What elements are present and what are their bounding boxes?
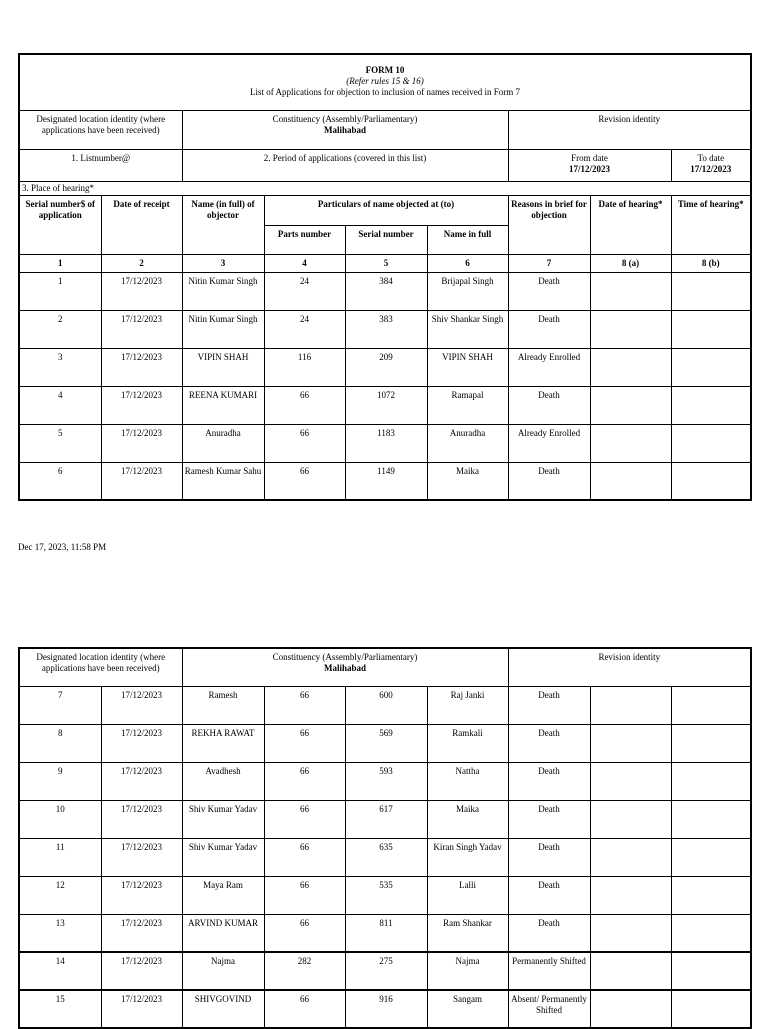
cell-date-hearing xyxy=(590,462,671,500)
form-title: FORM 10 xyxy=(365,65,405,75)
cell-date-receipt: 17/12/2023 xyxy=(101,990,182,1028)
cell-time-hearing xyxy=(671,914,751,952)
cell-objector: ARVIND KUMAR xyxy=(182,914,264,952)
cell-serial-number: 600 xyxy=(345,686,427,724)
col-number: 7 xyxy=(508,254,590,272)
table-row xyxy=(19,800,751,838)
cell-objector: VIPIN SHAH xyxy=(182,348,264,386)
cell-date-receipt: 17/12/2023 xyxy=(101,386,182,424)
cell-date-hearing xyxy=(590,272,671,310)
cell-serial-number: 916 xyxy=(345,990,427,1028)
cell-time-hearing xyxy=(671,876,751,914)
cell-serial-number: 569 xyxy=(345,724,427,762)
cell-reason: Death xyxy=(508,686,590,724)
cell-date-hearing xyxy=(590,762,671,800)
cell-reason: Death xyxy=(508,762,590,800)
form10-table-page1 xyxy=(18,53,752,501)
cell-part: 116 xyxy=(264,348,345,386)
table-row xyxy=(19,386,751,424)
cell-name-full: Lalli xyxy=(427,876,508,914)
cell-name-full: Najma xyxy=(427,952,508,990)
cell-date-hearing xyxy=(590,424,671,462)
cell-serial: 13 xyxy=(19,914,101,952)
cell-serial-number: 1183 xyxy=(345,424,427,462)
cell-objector: Shiv Kumar Yadav xyxy=(182,838,264,876)
constituency-value: Malihabad xyxy=(324,663,367,673)
cell-name-full: Ramkali xyxy=(427,724,508,762)
cell-date-hearing xyxy=(590,914,671,952)
header-objector: Name (in full) of objector xyxy=(182,195,264,254)
col-number: 3 xyxy=(182,254,264,272)
cell-date-hearing xyxy=(590,686,671,724)
cell-objector: Najma xyxy=(182,952,264,990)
cell-serial-number: 275 xyxy=(345,952,427,990)
table-row xyxy=(19,686,751,724)
cell-reason: Death xyxy=(508,838,590,876)
cell-objector: Anuradha xyxy=(182,424,264,462)
table-row xyxy=(19,952,751,990)
constituency-value: Malihabad xyxy=(323,124,366,135)
cell-part: 66 xyxy=(264,838,345,876)
cell-part: 66 xyxy=(264,914,345,952)
cell-objector: Nitin Kumar Singh xyxy=(182,310,264,348)
cell-serial: 5 xyxy=(19,424,101,462)
cell-reason: Already Enrolled xyxy=(508,424,590,462)
cell-objector: Shiv Kumar Yadav xyxy=(182,800,264,838)
cell-part: 24 xyxy=(264,310,345,348)
cell-part: 66 xyxy=(264,990,345,1028)
cell-serial: 3 xyxy=(19,348,101,386)
to-date-value: 17/12/2023 xyxy=(690,163,732,174)
cell-objector: Ramesh Kumar Sahu xyxy=(182,462,264,500)
cell-reason: Permanently Shifted xyxy=(508,952,590,990)
cell-serial: 9 xyxy=(19,762,101,800)
cell-name-full: Ramapal xyxy=(427,386,508,424)
meta-row-location xyxy=(19,110,751,149)
cell-time-hearing xyxy=(671,800,751,838)
cell-date-hearing xyxy=(590,990,671,1028)
constituency-cell xyxy=(182,648,508,686)
cell-serial: 14 xyxy=(19,952,101,990)
cell-reason: Death xyxy=(508,462,590,500)
cell-name-full: Brijapal Singh xyxy=(427,272,508,310)
form-title-row xyxy=(19,54,751,110)
constituency-label: Constituency (Assembly/Parliamentary) xyxy=(272,652,418,662)
cell-serial: 7 xyxy=(19,686,101,724)
cell-part: 66 xyxy=(264,762,345,800)
cell-reason: Death xyxy=(508,724,590,762)
form-title-cell xyxy=(19,54,751,110)
col-number: 2 xyxy=(101,254,182,272)
place-row xyxy=(19,181,751,195)
table-row xyxy=(19,914,751,952)
cell-serial-number: 209 xyxy=(345,348,427,386)
cell-date-receipt: 17/12/2023 xyxy=(101,310,182,348)
cell-name-full: Sangam xyxy=(427,990,508,1028)
header-row-1 xyxy=(19,195,751,225)
cell-date-hearing xyxy=(590,800,671,838)
cell-time-hearing xyxy=(671,838,751,876)
table-row xyxy=(19,348,751,386)
table-row xyxy=(19,838,751,876)
cell-name-full: VIPIN SHAH xyxy=(427,348,508,386)
cell-time-hearing xyxy=(671,310,751,348)
cell-date-receipt: 17/12/2023 xyxy=(101,876,182,914)
cell-serial-number: 593 xyxy=(345,762,427,800)
table-row xyxy=(19,462,751,500)
header-serial: Serial number$ of application xyxy=(19,195,101,254)
header-reasons: Reasons in brief for objection xyxy=(508,195,590,254)
cell-date-receipt: 17/12/2023 xyxy=(101,462,182,500)
cell-serial: 11 xyxy=(19,838,101,876)
meta-row-period xyxy=(19,149,751,181)
cell-serial: 8 xyxy=(19,724,101,762)
col-number: 8 (b) xyxy=(671,254,751,272)
cell-serial-number: 635 xyxy=(345,838,427,876)
to-date-label: To date xyxy=(697,152,725,163)
cell-date-receipt: 17/12/2023 xyxy=(101,272,182,310)
cell-name-full: Kiran Singh Yadav xyxy=(427,838,508,876)
from-date-cell xyxy=(508,149,671,181)
print-timestamp: Dec 17, 2023, 11:58 PM xyxy=(18,542,107,552)
col-number: 4 xyxy=(264,254,345,272)
cell-time-hearing xyxy=(671,462,751,500)
col-number: 8 (a) xyxy=(590,254,671,272)
cell-time-hearing xyxy=(671,348,751,386)
cell-date-receipt: 17/12/2023 xyxy=(101,348,182,386)
cell-serial: 12 xyxy=(19,876,101,914)
cell-serial-number: 811 xyxy=(345,914,427,952)
cell-objector: REKHA RAWAT xyxy=(182,724,264,762)
cell-part: 66 xyxy=(264,424,345,462)
table-row xyxy=(19,310,751,348)
cell-date-receipt: 17/12/2023 xyxy=(101,914,182,952)
meta-row-location-p2 xyxy=(19,648,751,686)
cell-reason: Death xyxy=(508,876,590,914)
cell-date-receipt: 17/12/2023 xyxy=(101,762,182,800)
cell-part: 66 xyxy=(264,724,345,762)
cell-part: 66 xyxy=(264,876,345,914)
table-row xyxy=(19,990,751,1028)
from-date-label: From date xyxy=(571,152,608,163)
cell-date-receipt: 17/12/2023 xyxy=(101,724,182,762)
cell-part: 24 xyxy=(264,272,345,310)
location-label: Designated location identity (where applications have been received) xyxy=(19,648,182,686)
cell-part: 66 xyxy=(264,800,345,838)
cell-serial: 15 xyxy=(19,990,101,1028)
form10-table-page2 xyxy=(18,647,752,1029)
cell-date-hearing xyxy=(590,310,671,348)
cell-time-hearing xyxy=(671,952,751,990)
revision-label: Revision identity xyxy=(508,648,751,686)
form-ref: (Refer rules 15 & 16) xyxy=(346,76,424,86)
header-time-hearing: Time of hearing* xyxy=(671,195,751,254)
cell-time-hearing xyxy=(671,724,751,762)
header-name-full: Name in full xyxy=(427,225,508,254)
cell-reason: Death xyxy=(508,800,590,838)
cell-reason: Death xyxy=(508,310,590,348)
cell-reason: Already Enrolled xyxy=(508,348,590,386)
header-date-receipt: Date of receipt xyxy=(101,195,182,254)
cell-reason: Death xyxy=(508,914,590,952)
cell-serial-number: 384 xyxy=(345,272,427,310)
cell-name-full: Maika xyxy=(427,462,508,500)
cell-time-hearing xyxy=(671,762,751,800)
cell-date-receipt: 17/12/2023 xyxy=(101,800,182,838)
cell-serial-number: 617 xyxy=(345,800,427,838)
table-row xyxy=(19,724,751,762)
cell-date-hearing xyxy=(590,348,671,386)
cell-serial-number: 383 xyxy=(345,310,427,348)
cell-part: 66 xyxy=(264,462,345,500)
cell-time-hearing xyxy=(671,686,751,724)
cell-time-hearing xyxy=(671,424,751,462)
cell-part: 66 xyxy=(264,686,345,724)
header-parts: Parts number xyxy=(264,225,345,254)
cell-serial: 10 xyxy=(19,800,101,838)
table-row xyxy=(19,272,751,310)
constituency-cell xyxy=(182,110,508,149)
cell-part: 66 xyxy=(264,386,345,424)
header-serial-number: Serial number xyxy=(345,225,427,254)
cell-serial: 4 xyxy=(19,386,101,424)
revision-label: Revision identity xyxy=(508,110,751,149)
cell-objector: Nitin Kumar Singh xyxy=(182,272,264,310)
cell-name-full: Raj Janki xyxy=(427,686,508,724)
cell-reason: Death xyxy=(508,272,590,310)
cell-date-hearing xyxy=(590,838,671,876)
column-number-row xyxy=(19,254,751,272)
cell-date-receipt: 17/12/2023 xyxy=(101,838,182,876)
header-particulars: Particulars of name objected at (to) xyxy=(264,195,508,225)
header-date-hearing: Date of hearing* xyxy=(590,195,671,254)
cell-date-receipt: 17/12/2023 xyxy=(101,952,182,990)
cell-objector: Avadhesh xyxy=(182,762,264,800)
form-subtitle: List of Applications for objection to inclusion of names received in Form 7 xyxy=(250,87,520,97)
constituency-label: Constituency (Assembly/Parliamentary) xyxy=(272,113,418,124)
cell-date-hearing xyxy=(590,952,671,990)
place-of-hearing-label: 3. Place of hearing* xyxy=(19,181,751,195)
cell-reason: Death xyxy=(508,386,590,424)
col-number: 5 xyxy=(345,254,427,272)
cell-serial-number: 1149 xyxy=(345,462,427,500)
period-label: 2. Period of applications (covered in this list) xyxy=(182,149,508,181)
table-row xyxy=(19,876,751,914)
cell-serial-number: 535 xyxy=(345,876,427,914)
to-date-cell xyxy=(671,149,751,181)
cell-objector: SHIVGOVIND xyxy=(182,990,264,1028)
cell-time-hearing xyxy=(671,272,751,310)
cell-serial: 1 xyxy=(19,272,101,310)
cell-name-full: Shiv Shankar Singh xyxy=(427,310,508,348)
table-row xyxy=(19,762,751,800)
cell-serial: 2 xyxy=(19,310,101,348)
cell-serial-number: 1072 xyxy=(345,386,427,424)
cell-objector: REENA KUMARI xyxy=(182,386,264,424)
location-label: Designated location identity (where applications have been received) xyxy=(19,110,182,149)
cell-objector: Ramesh xyxy=(182,686,264,724)
cell-serial: 6 xyxy=(19,462,101,500)
from-date-value: 17/12/2023 xyxy=(568,163,610,174)
cell-objector: Maya Ram xyxy=(182,876,264,914)
cell-name-full: Ram Shankar xyxy=(427,914,508,952)
cell-part: 282 xyxy=(264,952,345,990)
cell-time-hearing xyxy=(671,386,751,424)
cell-name-full: Anuradha xyxy=(427,424,508,462)
cell-date-receipt: 17/12/2023 xyxy=(101,424,182,462)
cell-date-hearing xyxy=(590,724,671,762)
listnumber-label: 1. Listnumber@ xyxy=(19,149,182,181)
col-number: 6 xyxy=(427,254,508,272)
cell-date-receipt: 17/12/2023 xyxy=(101,686,182,724)
col-number: 1 xyxy=(19,254,101,272)
cell-date-hearing xyxy=(590,386,671,424)
cell-name-full: Nattha xyxy=(427,762,508,800)
cell-reason: Absent/ Permanently Shifted xyxy=(508,990,590,1028)
cell-name-full: Maika xyxy=(427,800,508,838)
cell-date-hearing xyxy=(590,876,671,914)
table-row xyxy=(19,424,751,462)
cell-time-hearing xyxy=(671,990,751,1028)
